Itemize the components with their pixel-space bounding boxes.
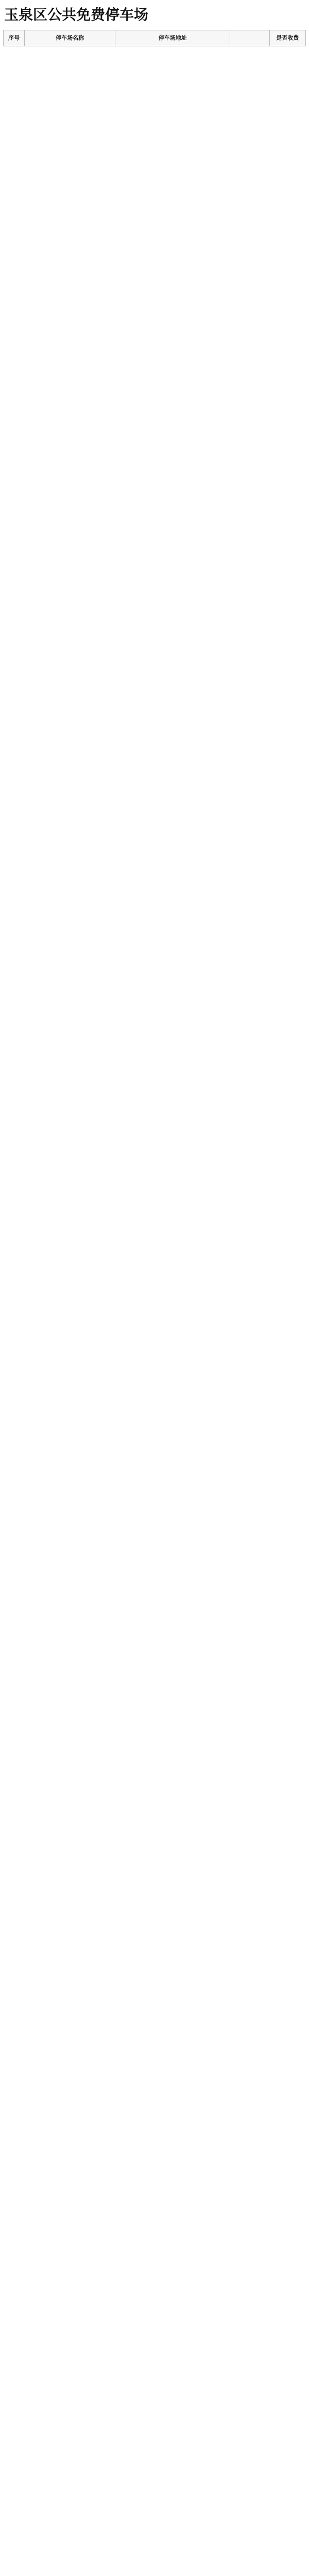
column-header-parking-name: 停车场名称: [25, 30, 115, 46]
page-title: 玉泉区公共免费停车场: [4, 6, 149, 23]
column-header-parking-address: 停车场地址: [115, 30, 230, 46]
table-header: [4, 30, 306, 46]
column-header-charge-status: 是否收费: [269, 30, 305, 46]
parking-lot-table: [3, 30, 306, 46]
table-header-row: [4, 30, 306, 46]
column-header-index: 序号: [4, 30, 25, 46]
column-header-unlabeled: [230, 30, 269, 46]
